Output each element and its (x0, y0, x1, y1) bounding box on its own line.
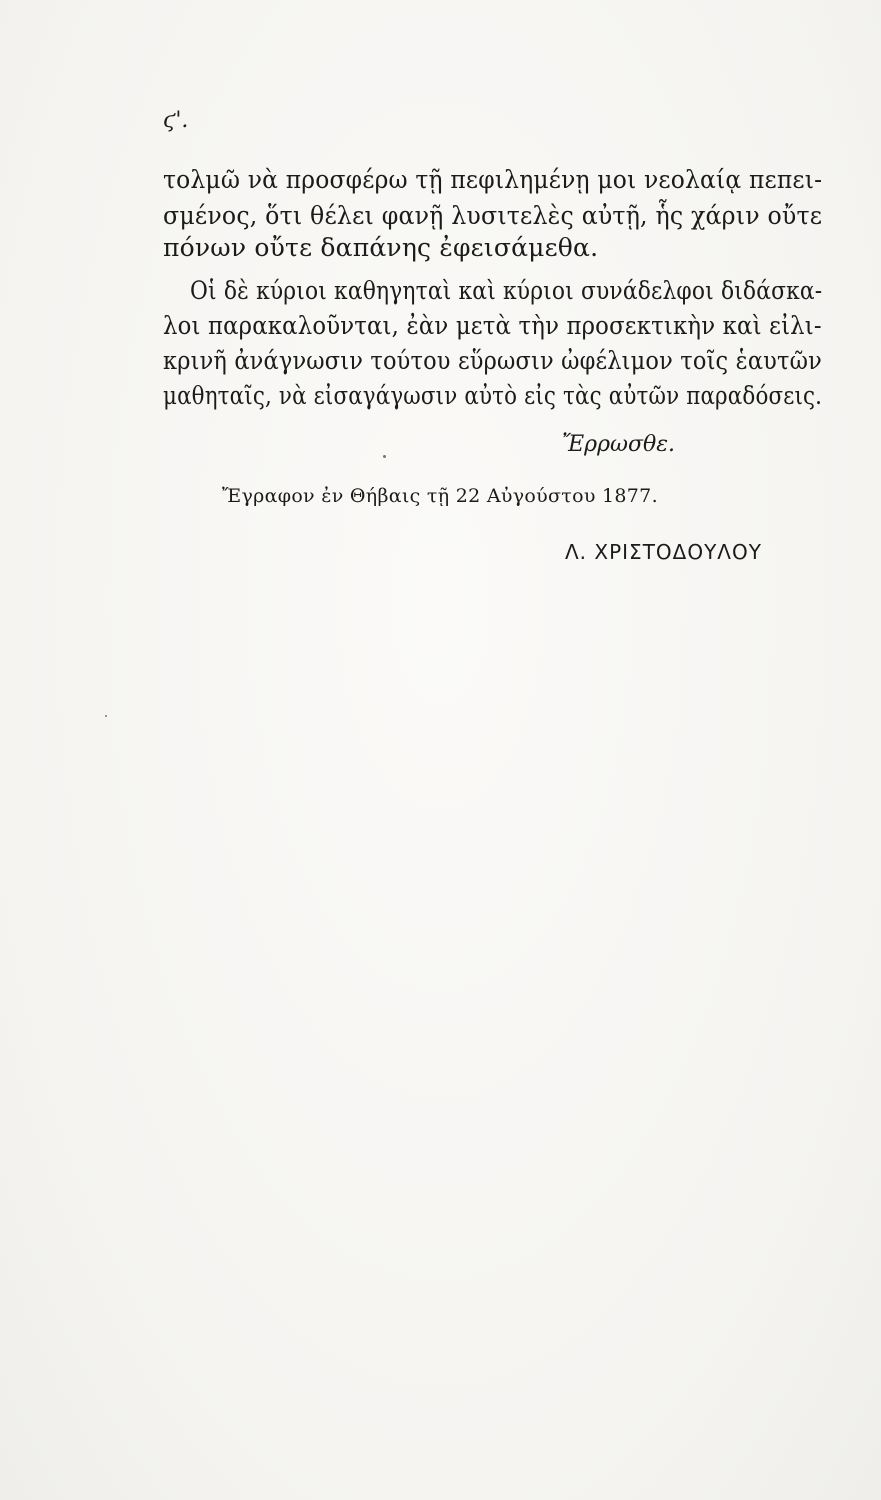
text-line: πόνων οὔτε δαπάνης ἐφεισάμεθα. (163, 233, 599, 262)
text-line: τολμῶ νὰ προσφέρω τῇ πεφιλημένῃ μοι νεολαίᾳ πεπει- (163, 165, 823, 194)
dateline: Ἔγραφον ἐν Θήβαις τῇ 22 Αὐγούστου 1877. (222, 485, 658, 507)
text-line: κρινῆ ἀνάγνωσιν τούτου εὕρωσιν ὠφέλιμον τοῖς ἑαυτῶν (163, 346, 822, 375)
farewell: Ἔρρωσθε. (562, 432, 676, 457)
text-line: λοι παρακαλοῦνται, ἐὰν μετὰ τὴν προσεκτικὴν καὶ εἰλι- (163, 311, 822, 340)
print-speck (383, 455, 386, 458)
text-line: Οἱ δὲ κύριοι καθηγηταὶ καὶ κύριοι συνάδελφοι διδάσκα- (190, 276, 823, 305)
print-speck (105, 715, 107, 717)
page-number: ϛ'. (163, 108, 189, 133)
text-line: σμένος, ὅτι θέλει φανῇ λυσιτελὲς αὐτῇ, ἧς χάριν οὔτε (163, 201, 823, 230)
signature: Λ. ΧΡΙΣΤΟΔΟΥΛΟΥ (565, 540, 762, 564)
text-line: μαθηταῖς, νὰ εἰσαγάγωσιν αὐτὸ εἰς τὰς αὐτῶν παραδόσεις. (163, 381, 823, 410)
